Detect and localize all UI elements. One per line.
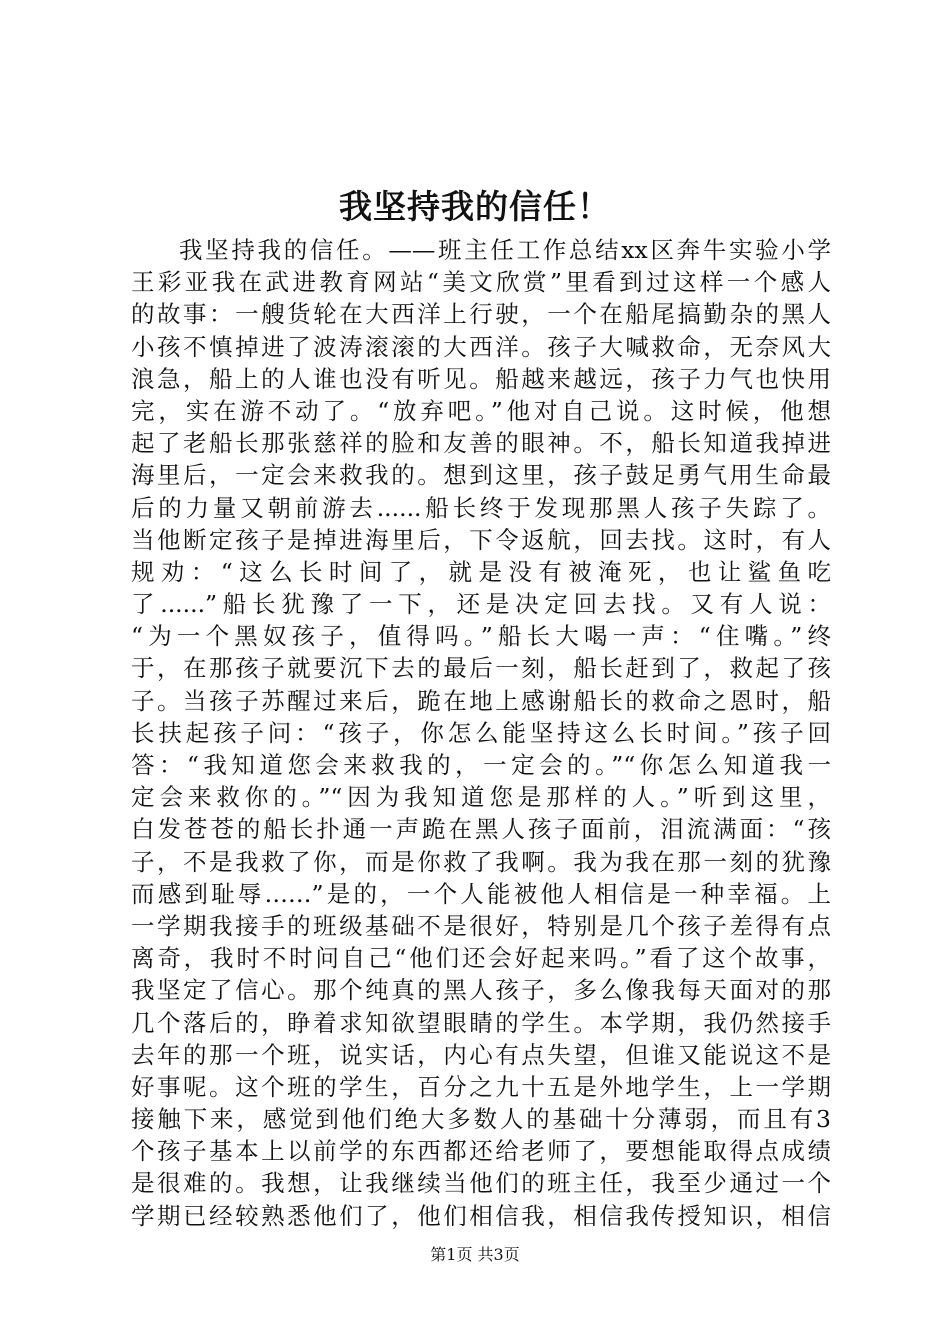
body-line: 长扶起孩子问：“孩子，你怎么能坚持这么长时间。”孩子回 <box>131 718 831 747</box>
body-line: 后的力量又朝前游去......船长终于发现那黑人孩子失踪了。 <box>131 493 831 522</box>
body-line: 规劝：“这么长时间了，就是没有被淹死，也让鲨鱼吃 <box>131 557 831 586</box>
body-line: 小孩不慎掉进了波涛滚滚的大西洋。孩子大喊救命，无奈风大 <box>131 332 831 361</box>
body-line: 学期已经较熟悉他们了，他们相信我，相信我传授知识，相信 <box>131 1201 831 1230</box>
body-line: 我坚持我的信任。——班主任工作总结xx区奔牛实验小学 <box>179 236 831 264</box>
body-line: 是很难的。我想，让我继续当他们的班主任，我至少通过一个 <box>131 1169 831 1198</box>
body-line: 王彩亚我在武进教育网站“美文欣赏”里看到过这样一个感人 <box>131 268 831 297</box>
body-line: “为一个黑奴孩子，值得吗。”船长大喝一声：“住嘴。”终 <box>131 622 831 651</box>
body-line: 子。当孩子苏醒过来后，跪在地上感谢船长的救命之恩时，船 <box>131 686 831 715</box>
body-line: 白发苍苍的船长扑通一声跪在黑人孩子面前，泪流满面：“孩 <box>131 815 831 844</box>
body-line: 当他断定孩子是掉进海里后，下令返航，回去找。这时，有人 <box>131 525 831 554</box>
document-body <box>131 234 831 1232</box>
body-line: 浪急，船上的人谁也没有听见。船越来越远，孩子力气也快用 <box>131 364 831 393</box>
body-line: 一学期我接手的班级基础不是很好，特别是几个孩子差得有点 <box>131 911 831 940</box>
body-line: 海里后，一定会来救我的。想到这里，孩子鼓足勇气用生命最 <box>131 461 831 490</box>
body-line: 的故事：一艘货轮在大西洋上行驶，一个在船尾搞勤杂的黑人 <box>131 300 831 329</box>
body-line: 起了老船长那张慈祥的脸和友善的眼神。不，船长知道我掉进 <box>131 429 831 458</box>
body-line: 好事呢。这个班的学生，百分之九十五是外地学生，上一学期 <box>131 1072 831 1101</box>
body-line: 接触下来，感觉到他们绝大多数人的基础十分薄弱，而且有3 <box>131 1105 831 1134</box>
body-line: 去年的那一个班，说实话，内心有点失望，但谁又能说这不是 <box>131 1040 831 1069</box>
document-title: 我坚持我的信任！ <box>339 187 611 226</box>
body-line: 离奇，我时不时问自己“他们还会好起来吗。”看了这个故事， <box>131 944 831 973</box>
body-line: 几个落后的，睁着求知欲望眼睛的学生。本学期，我仍然接手 <box>131 1008 831 1037</box>
body-line: 完，实在游不动了。“放弃吧。”他对自己说。这时候，他想 <box>131 396 831 425</box>
body-line: 答：“我知道您会来救我的，一定会的。”“你怎么知道我一 <box>131 751 831 779</box>
page-footer: 第1页 共3页 <box>430 1245 520 1264</box>
body-line: 子，不是我救了你，而是你救了我啊。我为我在那一刻的犹豫 <box>131 847 831 876</box>
body-line: 了......”船长犹豫了一下，还是决定回去找。又有人说： <box>131 590 831 619</box>
body-line: 个孩子基本上以前学的东西都还给老师了，要想能取得点成绩 <box>131 1137 831 1166</box>
body-line: 定会来救你的。”“因为我知道您是那样的人。”听到这里， <box>131 783 831 812</box>
body-line: 我坚定了信心。那个纯真的黑人孩子，多么像我每天面对的那 <box>131 976 831 1005</box>
body-line: 于，在那孩子就要沉下去的最后一刻，船长赶到了，救起了孩 <box>131 654 831 683</box>
body-line: 而感到耻辱……”是的，一个人能被他人相信是一种幸福。上 <box>131 879 831 908</box>
